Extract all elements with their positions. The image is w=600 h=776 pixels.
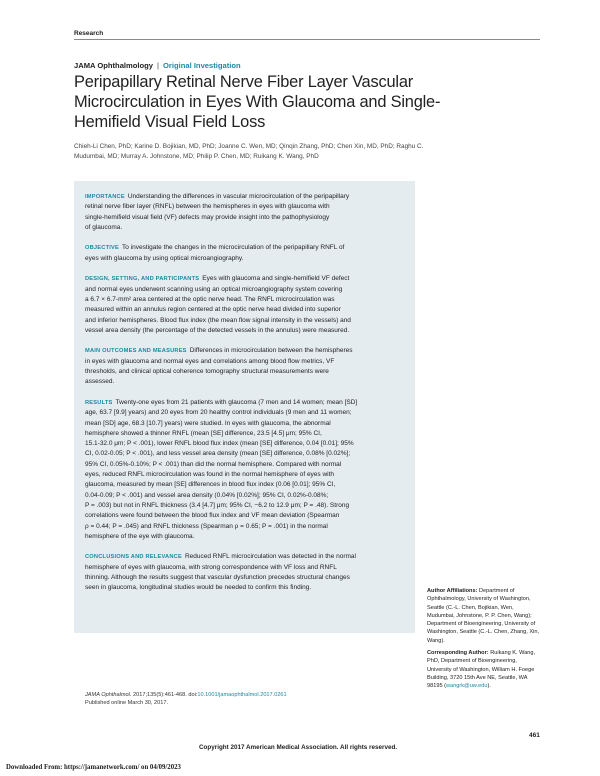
importance-heading: IMPORTANCE: [85, 194, 125, 200]
copyright-notice: Copyright 2017 American Medical Association. All rights reserved.: [199, 744, 398, 751]
abstract-conclusions: [85, 552, 408, 593]
page-number: 461: [529, 732, 540, 739]
doi-link[interactable]: 10.1001/jamaophthalmol.2017.0261: [197, 692, 287, 698]
header-rule: [74, 39, 540, 40]
abstract-results: [85, 398, 408, 542]
download-stamp: Downloaded From: https://jamanetwork.com/ on 04/09/2023: [6, 764, 181, 771]
results-heading: RESULTS: [85, 399, 113, 406]
abstract: [85, 192, 408, 604]
journal-line: [74, 61, 241, 70]
citation-ref: 2017;135(5):461-468. doi:: [133, 692, 198, 698]
citation-block: [85, 691, 405, 707]
abstract-objective: [85, 243, 408, 264]
author-list: Chieh-Li Chen, PhD; Karine D. Bojikian, MD, PhD; Joanne C. Wen, MD; Qinqin Zhang, PhD; Chen Xin, MD, PhD; Raghu C. Mudumbai, MD; Murray A. Johnstone, MD; Philip P. Chen, MD; Ruikang K. Wang, PhD: [74, 143, 424, 161]
outcomes-text: Differences in microcirculation between the hemispheres in eyes with glaucoma and normal eyes and correlations among blood flow metrics, VF thresholds, and clinical optical coherence tomography structural measurements were assessed.: [85, 347, 353, 386]
publication-date: Published online March 30, 2017.: [85, 700, 169, 707]
abstract-importance: [85, 192, 408, 233]
affiliations-label: Author Affiliations:: [427, 588, 478, 594]
article-type: Original Investigation: [163, 61, 241, 70]
citation-journal: JAMA Ophthalmol.: [85, 692, 132, 698]
abstract-outcomes: [85, 346, 408, 387]
results-text: Twenty-one eyes from 21 patients with glaucoma (7 men and 14 women; mean [SD] age, 63.7 [9.9] years) and 20 eyes from 20 healthy control individuals (9 men and 11 women; mean [SD] age, 68.3 [10.7] years) were studied. In eyes with glaucoma, the abnormal hemisphere showed a thinner RNFL (mean [SE] difference, 23.5 [4.5] μm; 95% CI, 15.1-32.0 μm; P < .001), lower RNFL blood flux index (mean [SE] difference, 0.04 [0.01]; 95% CI, 0.02-0.05; P < .001), and less vessel area density (mean [SE] difference, 0.08% [0.02%]; 95% CI, 0.05%-0.10%; P < .001) than did the normal hemisphere. Compared with normal eyes, reduced RNFL microcirculation was found in the normal hemisphere of eyes with glaucoma, measured by mean [SE] differences in blood flux index (0.06 [0.01]; 95% CI, 0.04-0.09; P < .001) and vessel area density (0.04% [0.02%]; 95% CI, 0.02%-0.08%; P = .003) but not in RNFL thickness (3.4 [4.7] μm; 95% CI, −6.2 to 12.9 μm; P = .48). Strong correlations were found between the blood flux index and VF mean deviation (Spearman ρ = 0.44; P = .045) and RNFL thickness (Spearman ρ = 0.65; P = .001) in the normal hemisphere of the eye with glaucoma.: [85, 398, 358, 540]
corresponding-end: ).: [487, 683, 491, 690]
corresponding-text: Ruikang K. Wang, PhD, Department of Bioengineering, University of Washington, William H. Foege Building, 3720 15th Ave NE, Seattle, WA 98195 (: [427, 650, 536, 690]
citation-line: [85, 691, 405, 699]
importance-text: Understanding the differences in vascular microcirculation of the peripapillary retinal nerve fiber layer (RNFL) between the hemispheres in eyes with glaucoma with single-hemifield visual field (VF) defects may provide insight into the pathophysiology of glaucoma.: [85, 193, 350, 231]
objective-text: To investigate the changes in the microcirculation of the peripapillary RNFL of eyes with glaucoma by using optical microangiography.: [85, 244, 345, 262]
abstract-design: [85, 274, 408, 336]
corresponding-label: Corresponding Author:: [427, 650, 489, 657]
journal-name: JAMA Ophthalmology: [74, 61, 154, 70]
affiliations-text: Department of Ophthalmology, University of Washington, Seattle (C.-L. Chen, Bojikian, Wen, Mudumbai, Johnstone, P. P. Chen, Wang); Department of Bioengineering, University of Washington, Seattle (C.-L. Chen, Zhang, Xin, Wang).: [427, 588, 540, 644]
section-tag: Research: [74, 30, 104, 37]
conclusions-text: Reduced RNFL microcirculation was detected in the normal hemisphere of eyes with glaucoma, with strong correspondence with VF loss and RNFL thinning. Although the results suggest that vascular dysfunction precedes structural changes seen in glaucoma, longitudinal studies would be needed to confirm this finding.: [85, 553, 356, 592]
author-affiliations: [427, 587, 542, 645]
corresponding-author: [427, 649, 542, 690]
journal-separator: |: [157, 61, 160, 70]
objective-heading: OBJECTIVE: [85, 245, 120, 252]
author-info-sidebar: [427, 587, 542, 695]
article-title: Peripapillary Retinal Nerve Fiber Layer Vascular Microcirculation in Eyes With Glaucoma and Single-Hemifield Visual Field Loss: [74, 73, 441, 131]
email-link[interactable]: wangrk@uw.edu: [445, 683, 488, 690]
outcomes-heading: MAIN OUTCOMES AND MEASURES: [85, 348, 187, 355]
conclusions-heading: CONCLUSIONS AND RELEVANCE: [85, 554, 182, 561]
design-text: Eyes with glaucoma and single-hemifield VF defect and normal eyes underwent scanning using an optical microangiography system covering a 6.7 × 6.7-mm² area centered at the optic nerve head. The RNFL microcirculation was measured within an annulus region centered at the optic nerve head divided into superior and inferior hemispheres. Blood flux index (the mean flow signal intensity in the vessels) and vessel area density (the percentage of the detected vessels in the annulus) were measured.: [85, 275, 351, 334]
design-heading: DESIGN, SETTING, AND PARTICIPANTS: [85, 276, 200, 283]
